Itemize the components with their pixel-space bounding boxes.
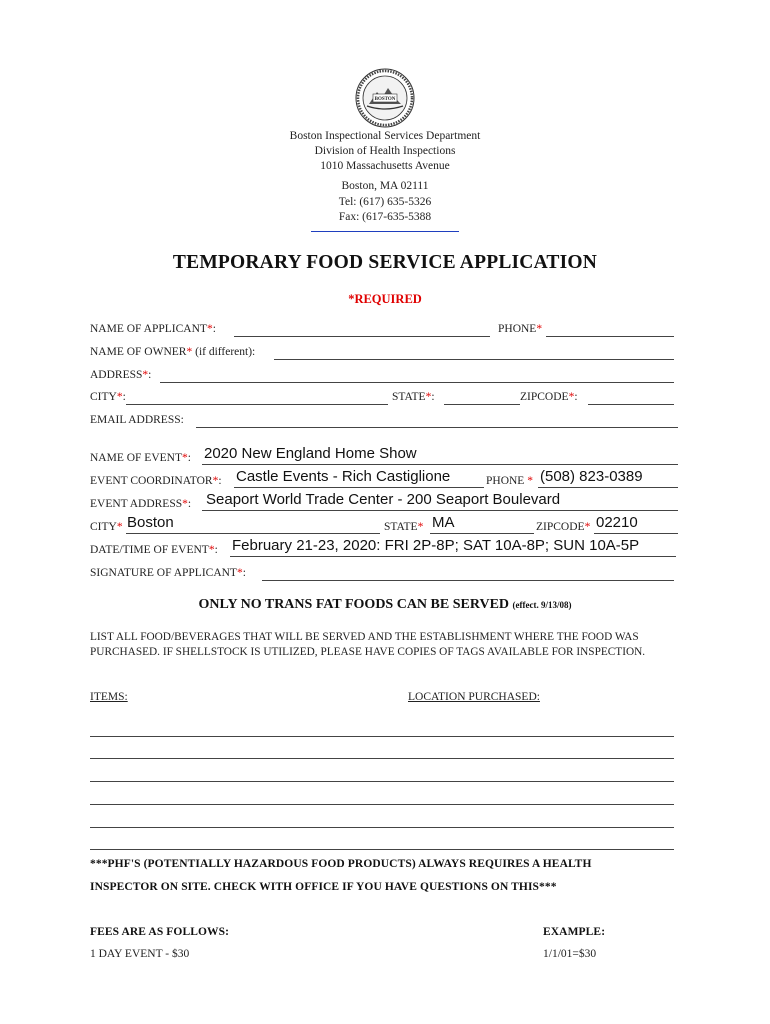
event-city-underline xyxy=(126,533,380,534)
event-name-value[interactable]: 2020 New England Home Show xyxy=(204,445,417,462)
item-line-5[interactable] xyxy=(90,827,674,828)
trans-fat-heading: ONLY NO TRANS FAT FOODS CAN BE SERVED (effect. 9/13/08) xyxy=(198,597,572,612)
event-name-underline xyxy=(202,464,678,465)
zipcode-label: ZIPCODE*: xyxy=(520,391,578,403)
owner-name-field[interactable] xyxy=(274,359,674,360)
state-label: STATE*: xyxy=(392,391,435,403)
department-name: Boston Inspectional Services Department xyxy=(289,130,481,142)
city-seal-logo xyxy=(355,68,415,128)
event-datetime-label: DATE/TIME OF EVENT*: xyxy=(90,544,218,556)
event-coordinator-underline xyxy=(234,487,484,488)
item-line-3[interactable] xyxy=(90,781,674,782)
food-list-instructions: LIST ALL FOOD/BEVERAGES THAT WILL BE SERVED AND THE ESTABLISHMENT WHERE THE FOOD WAS PURCHASED. IF SHELLSTOCK IS UTILIZED, PLEASE HAVE COPIES OF TAGS AVAILABLE FOR INSPECTION. xyxy=(90,631,646,658)
items-column-label: ITEMS: xyxy=(90,691,128,703)
email-label: EMAIL ADDRESS: xyxy=(90,414,184,426)
item-line-1[interactable] xyxy=(90,736,674,737)
page-title: TEMPORARY FOOD SERVICE APPLICATION xyxy=(172,252,598,273)
event-address-underline xyxy=(202,510,678,511)
signature-label: SIGNATURE OF APPLICANT*: xyxy=(90,567,246,579)
event-coordinator-label: EVENT COORDINATOR*: xyxy=(90,475,222,487)
item-line-6[interactable] xyxy=(90,849,674,850)
street-address: 1010 Massachusetts Avenue xyxy=(320,160,450,172)
event-city-label: CITY* xyxy=(90,521,123,533)
example-label: EXAMPLE: xyxy=(543,926,606,938)
phf-note-line-1: ***PHF'S (POTENTIALLY HAZARDOUS FOOD PRODUCTS) ALWAYS REQUIRES A HEALTH xyxy=(90,858,592,870)
event-phone-label: PHONE * xyxy=(486,475,533,487)
event-zipcode-underline xyxy=(594,533,678,534)
signature-field[interactable] xyxy=(262,580,674,581)
required-note: *REQUIRED xyxy=(348,292,422,306)
event-address-label: EVENT ADDRESS*: xyxy=(90,498,192,510)
event-phone-value[interactable]: (508) 823-0389 xyxy=(540,468,643,485)
event-state-label: STATE* xyxy=(384,521,424,533)
state-field[interactable] xyxy=(444,404,520,405)
zipcode-field[interactable] xyxy=(588,404,674,405)
fee-example: 1/1/01=$30 xyxy=(543,948,597,960)
applicant-name-field[interactable] xyxy=(234,336,490,337)
fees-label: FEES ARE AS FOLLOWS: xyxy=(90,926,230,938)
one-day-fee: 1 DAY EVENT - $30 xyxy=(90,948,190,960)
fax: Fax: (617-635-5388 xyxy=(338,211,432,223)
event-name-label: NAME OF EVENT*: xyxy=(90,452,191,464)
owner-name-label: NAME OF OWNER* (if different): xyxy=(90,346,256,358)
email-field[interactable] xyxy=(196,427,678,428)
event-city-value[interactable]: Boston xyxy=(127,514,174,531)
event-zipcode-label: ZIPCODE* xyxy=(536,521,591,533)
city-label: CITY*: xyxy=(90,391,126,403)
event-phone-underline xyxy=(538,487,678,488)
applicant-phone-field[interactable] xyxy=(546,336,674,337)
telephone: Tel: (617) 635-5326 xyxy=(338,196,432,208)
applicant-phone-label: PHONE* xyxy=(498,323,543,335)
event-address-value[interactable]: Seaport World Trade Center - 200 Seaport Boulevard xyxy=(206,491,561,508)
address-label: ADDRESS*: xyxy=(90,369,152,381)
phf-note-line-2: INSPECTOR ON SITE. CHECK WITH OFFICE IF YOU HAVE QUESTIONS ON THIS*** xyxy=(90,881,557,893)
event-datetime-value[interactable]: February 21-23, 2020: FRI 2P-8P; SAT 10A-8P; SUN 10A-5P xyxy=(232,537,640,554)
svg-text:BOSTON: BOSTON xyxy=(374,97,396,102)
location-column-label: LOCATION PURCHASED: xyxy=(408,691,540,703)
item-line-4[interactable] xyxy=(90,804,674,805)
event-coordinator-value[interactable]: Castle Events - Rich Castiglione xyxy=(236,468,451,485)
city-field[interactable] xyxy=(126,404,388,405)
applicant-name-label: NAME OF APPLICANT*: xyxy=(90,323,216,335)
city-state-zip: Boston, MA 02111 xyxy=(341,180,429,192)
event-state-underline xyxy=(430,533,534,534)
division-name: Division of Health Inspections xyxy=(314,145,456,157)
event-state-value[interactable]: MA xyxy=(432,514,455,531)
header-divider xyxy=(311,231,459,232)
address-field[interactable] xyxy=(160,382,674,383)
event-datetime-underline xyxy=(230,556,676,557)
item-line-2[interactable] xyxy=(90,758,674,759)
event-zipcode-value[interactable]: 02210 xyxy=(596,514,638,531)
